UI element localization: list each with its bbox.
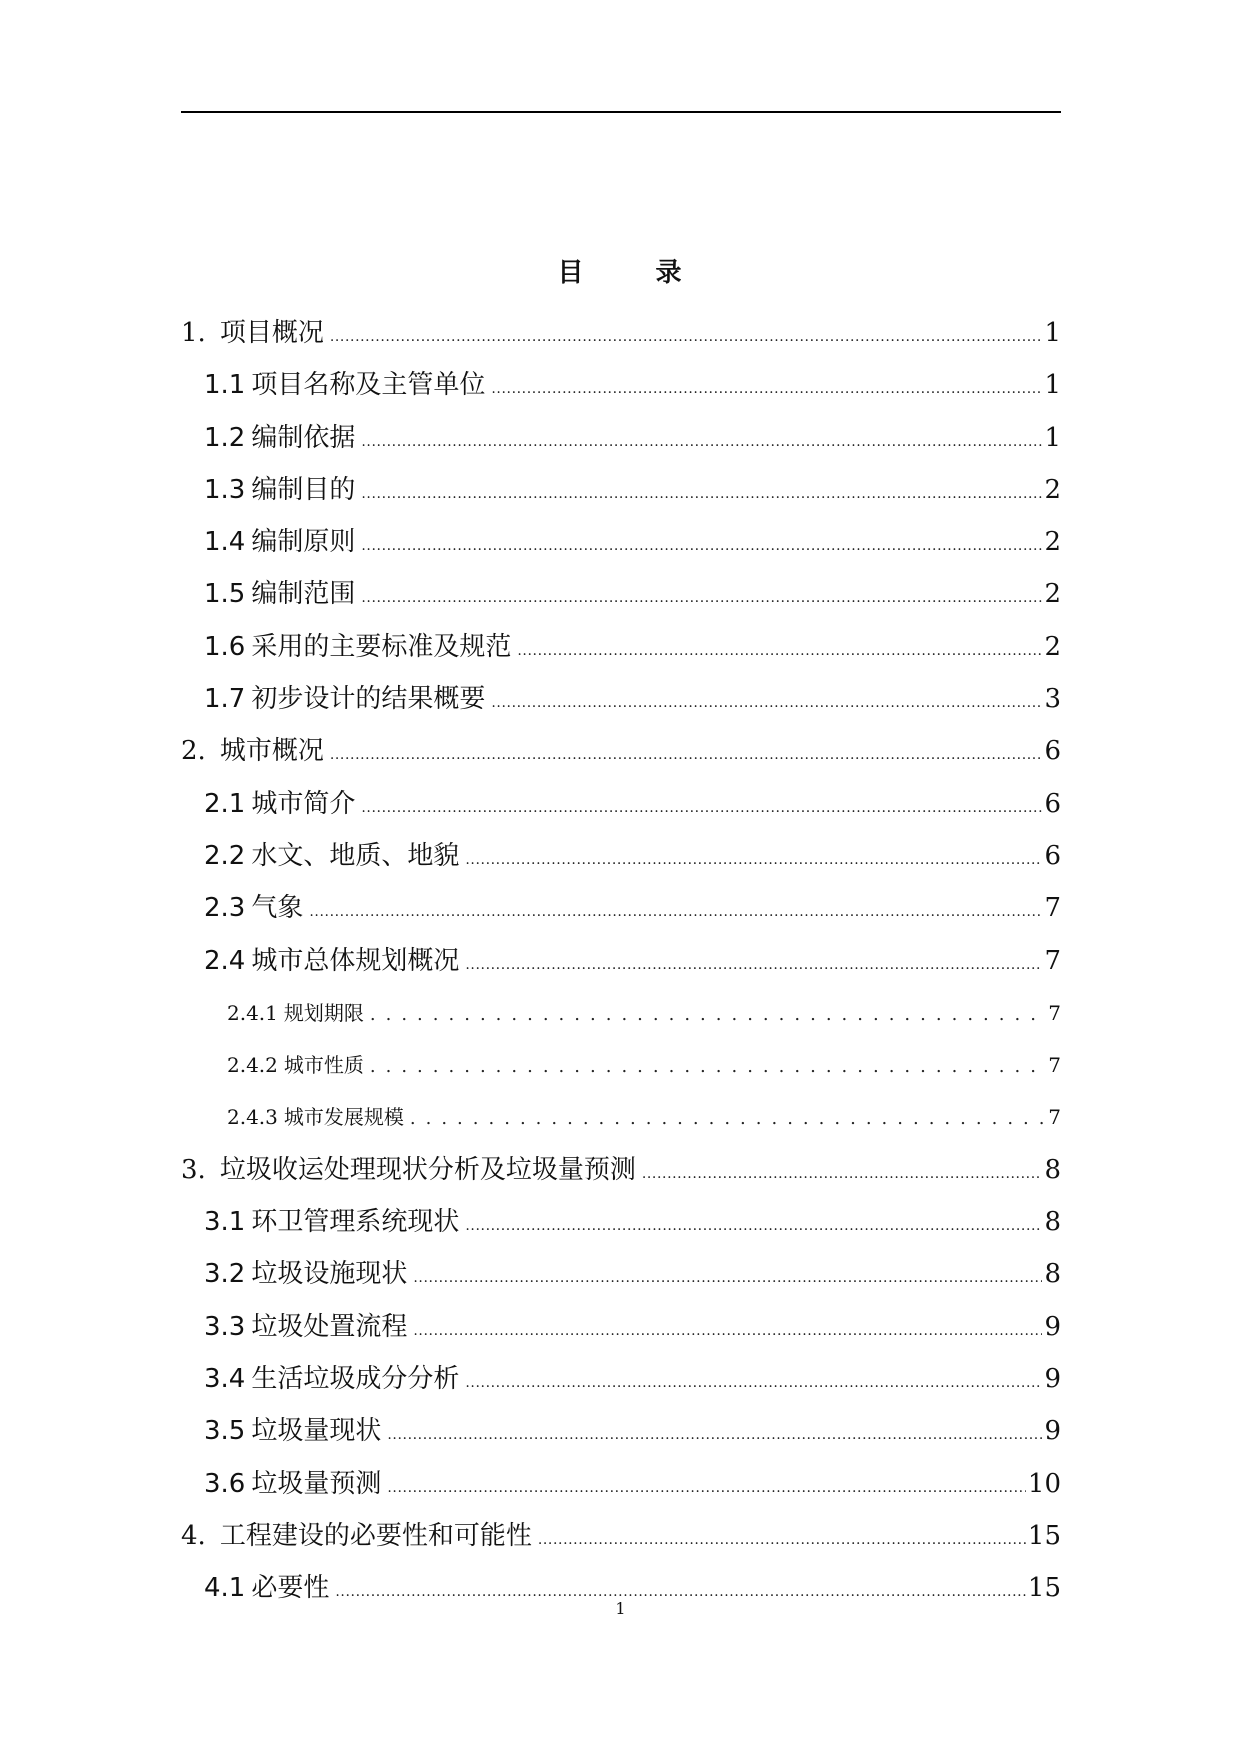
toc-entry-label: 垃圾设施现状	[251, 1259, 408, 1290]
toc-entry-number: 4.	[181, 1520, 206, 1551]
toc-entry-page: 7	[1048, 1105, 1061, 1130]
toc-entry-number: 1.5	[204, 579, 246, 610]
dot-leader	[465, 834, 1042, 886]
toc-entry-page: 8	[1044, 1154, 1061, 1185]
toc-entry[interactable]	[181, 1353, 1061, 1405]
toc-entry-label: 垃圾量预测	[251, 1468, 382, 1499]
dot-leader	[387, 1409, 1042, 1461]
toc-entry-label: 工程建设的必要性和可能性	[219, 1520, 532, 1551]
title-part-1: 目	[557, 258, 586, 288]
toc-entry[interactable]	[181, 1405, 1061, 1457]
toc-entry-label: 垃圾量现状	[251, 1416, 382, 1447]
toc-entry-label: 城市性质	[283, 1053, 364, 1078]
dot-leader	[642, 1148, 1043, 1200]
toc-entry-label: 编制目的	[251, 474, 356, 505]
toc-entry-page: 9	[1044, 1311, 1061, 1342]
toc-entry[interactable]	[181, 516, 1061, 568]
toc-entry[interactable]	[181, 725, 1061, 777]
dot-leader	[361, 468, 1042, 520]
toc-entry-page: 10	[1027, 1468, 1061, 1499]
toc-entry-number: 2.4.1	[227, 1000, 278, 1025]
toc-entry-number: 1.	[181, 318, 206, 348]
toc-entry[interactable]	[181, 412, 1061, 464]
toc-entry-page: 6	[1044, 788, 1061, 819]
toc-entry-label: 项目名称及主管单位	[251, 370, 486, 401]
footer-page-number: 1	[615, 1599, 626, 1618]
toc-entry[interactable]	[181, 987, 1061, 1039]
dot-leader	[330, 311, 1043, 363]
toc-entry-label: 生活垃圾成分分析	[251, 1363, 460, 1394]
toc-entry-number: 3.2	[204, 1259, 246, 1290]
dot-leader	[370, 1041, 1046, 1093]
toc-entry[interactable]	[181, 1196, 1061, 1248]
toc-entry-number: 2.	[181, 736, 206, 767]
toc-entry-page: 15	[1027, 1520, 1061, 1551]
toc-entry-label: 采用的主要标准及规范	[251, 631, 512, 662]
toc-entry[interactable]	[181, 359, 1061, 411]
toc-entry[interactable]	[181, 882, 1061, 934]
toc-entry-number: 1.6	[204, 631, 246, 662]
page-title	[0, 252, 1241, 289]
toc-entry-number: 3.1	[204, 1207, 246, 1238]
toc-entry-number: 1.4	[204, 527, 246, 558]
toc-entry-label: 编制原则	[251, 527, 356, 558]
toc-entry[interactable]	[181, 1091, 1061, 1143]
dot-leader	[538, 1514, 1026, 1566]
toc-entry-label: 垃圾收运处理现状分析及垃圾量预测	[219, 1154, 636, 1185]
toc-entry[interactable]	[181, 621, 1061, 673]
toc-entry-label: 城市简介	[251, 788, 356, 819]
toc-entry-label: 编制范围	[251, 579, 356, 610]
toc-entry[interactable]	[181, 1510, 1061, 1562]
toc-entry-page: 8	[1044, 1207, 1061, 1238]
table-of-contents	[181, 307, 1061, 1614]
toc-entry-page: 6	[1044, 840, 1061, 871]
toc-entry[interactable]	[181, 830, 1061, 882]
toc-entry-page: 7	[1044, 893, 1061, 924]
toc-entry-label: 项目概况	[219, 318, 324, 348]
toc-entry[interactable]	[181, 778, 1061, 830]
toc-entry[interactable]	[181, 1248, 1061, 1300]
toc-entry-number: 3.5	[204, 1416, 246, 1447]
toc-entry-number: 2.4.2	[227, 1053, 278, 1078]
toc-entry[interactable]	[181, 935, 1061, 987]
dot-leader	[330, 729, 1043, 781]
toc-entry-number: 1.7	[204, 684, 246, 715]
toc-entry-number: 2.2	[204, 840, 246, 871]
toc-entry-label: 垃圾处置流程	[251, 1311, 408, 1342]
title-part-2: 录	[655, 258, 684, 288]
dot-leader	[465, 939, 1042, 991]
toc-entry-page: 6	[1044, 736, 1061, 767]
dot-leader	[465, 1357, 1042, 1409]
toc-entry-page: 9	[1044, 1416, 1061, 1447]
toc-entry[interactable]	[181, 1301, 1061, 1353]
toc-entry-label: 城市概况	[219, 736, 324, 767]
toc-entry-number: 3.4	[204, 1363, 246, 1394]
dot-leader	[491, 677, 1042, 729]
dot-leader	[413, 1305, 1042, 1357]
toc-entry-label: 初步设计的结果概要	[251, 684, 486, 715]
dot-leader	[370, 989, 1046, 1041]
toc-entry-label: 环卫管理系统现状	[251, 1207, 460, 1238]
toc-entry-label: 气象	[251, 893, 304, 924]
toc-entry-page: 8	[1044, 1259, 1061, 1290]
toc-entry-page: 15	[1027, 1573, 1061, 1604]
toc-entry-number: 1.3	[204, 474, 246, 505]
toc-entry-label: 必要性	[251, 1573, 330, 1604]
toc-entry-number: 2.3	[204, 893, 246, 924]
toc-entry-number: 4.1	[204, 1573, 246, 1604]
toc-entry[interactable]	[181, 1458, 1061, 1510]
toc-entry[interactable]	[181, 1039, 1061, 1091]
toc-entry-page: 9	[1044, 1363, 1061, 1394]
dot-leader	[361, 416, 1042, 468]
dot-leader	[491, 363, 1042, 415]
toc-entry-label: 水文、地质、地貌	[251, 840, 460, 871]
toc-entry-number: 3.6	[204, 1468, 246, 1499]
dot-leader	[517, 625, 1042, 677]
toc-entry-page: 7	[1044, 945, 1061, 976]
toc-entry-page: 1	[1044, 370, 1061, 401]
toc-entry-number: 2.4	[204, 945, 246, 976]
toc-entry[interactable]	[181, 1144, 1061, 1196]
dot-leader	[413, 1252, 1042, 1304]
dot-leader	[387, 1462, 1026, 1514]
toc-entry[interactable]	[181, 673, 1061, 725]
header-rule	[181, 111, 1061, 113]
dot-leader	[465, 1200, 1042, 1252]
toc-entry-number: 3.3	[204, 1311, 246, 1342]
dot-leader	[361, 520, 1042, 572]
toc-entry-label: 规划期限	[283, 1000, 364, 1025]
dot-leader	[361, 572, 1042, 624]
toc-entry-page: 1	[1044, 318, 1061, 348]
toc-entry-number: 2.4.3	[227, 1105, 278, 1130]
toc-entry-page: 2	[1044, 474, 1061, 505]
toc-entry-page: 2	[1044, 527, 1061, 558]
dot-leader	[361, 782, 1042, 834]
toc-entry-page: 2	[1044, 631, 1061, 662]
dot-leader	[410, 1093, 1046, 1145]
toc-entry[interactable]	[181, 464, 1061, 516]
toc-entry-page: 1	[1044, 422, 1061, 453]
dot-leader	[309, 886, 1042, 938]
toc-entry-number: 3.	[181, 1154, 206, 1185]
toc-entry-page: 2	[1044, 579, 1061, 610]
toc-entry-number: 1.1	[204, 370, 246, 401]
toc-entry-page: 7	[1048, 1053, 1061, 1078]
toc-entry-label: 城市发展规模	[283, 1105, 404, 1130]
toc-entry-page: 7	[1048, 1000, 1061, 1025]
toc-entry[interactable]	[181, 568, 1061, 620]
toc-entry-number: 2.1	[204, 788, 246, 819]
toc-entry-label: 城市总体规划概况	[251, 945, 460, 976]
toc-entry-number: 1.2	[204, 422, 246, 453]
toc-entry-label: 编制依据	[251, 422, 356, 453]
toc-entry[interactable]	[181, 307, 1061, 359]
toc-entry-page: 3	[1044, 684, 1061, 715]
